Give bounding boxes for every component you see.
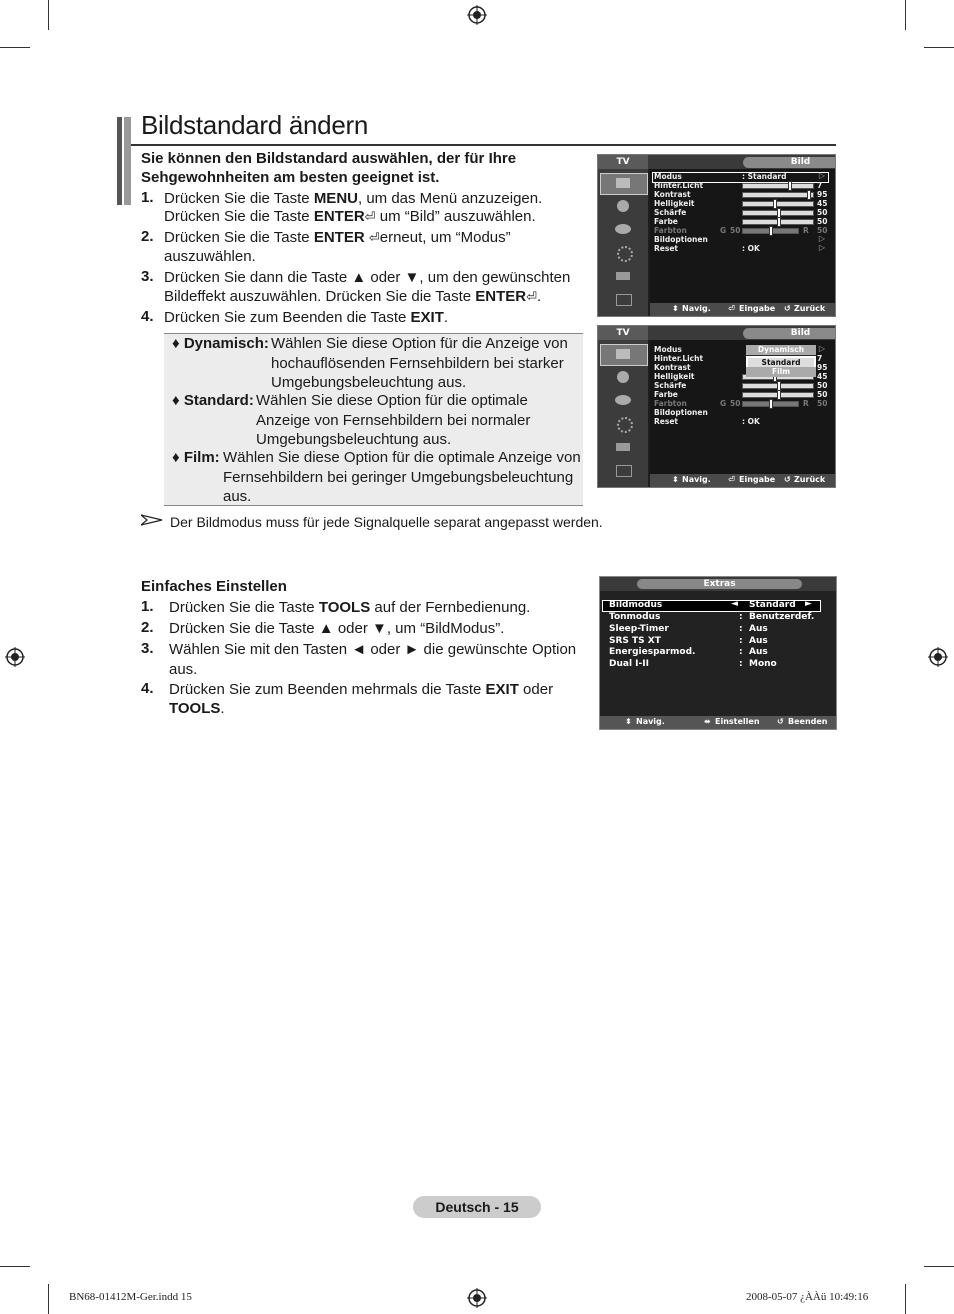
osd-header <box>648 155 835 169</box>
foot-enter: Eingabe <box>739 304 776 313</box>
osd-value: 50 <box>817 390 828 399</box>
slider-knob <box>777 217 781 227</box>
osd-sidebar <box>598 169 648 316</box>
tools-step-1: Drücken Sie die Taste TOOLS auf der Fernbedienung. <box>169 599 531 616</box>
crop-mark <box>905 1284 906 1314</box>
registration-mark-icon <box>467 1288 487 1308</box>
helligkeit-slider[interactable] <box>742 201 814 207</box>
osd-sidebar <box>598 340 648 487</box>
farbton-g-label: G <box>720 399 727 408</box>
slider-knob <box>788 181 792 191</box>
osd-value: 95 <box>817 363 828 372</box>
kontrast-slider[interactable] <box>742 192 814 198</box>
arrow-right-icon[interactable]: ► <box>805 599 812 609</box>
foot-nav: Navig. <box>682 304 711 313</box>
option-label-standard: ♦ Standard: <box>172 392 254 409</box>
option-text: aus. <box>223 488 252 505</box>
extras-row-bildmodus[interactable]: Bildmodus <box>609 600 663 610</box>
osd-row-hinterlicht[interactable]: Hinter.Licht <box>654 181 704 190</box>
enter-key-icon: ⏎ <box>368 230 380 245</box>
osd-value: 45 <box>817 372 828 381</box>
slider-knob <box>769 399 773 409</box>
extras-row-srs[interactable]: SRS TS XT <box>609 636 661 646</box>
arrow-right-icon: ▷ <box>818 234 825 243</box>
osd-row-modus[interactable]: Modus <box>654 345 682 354</box>
crop-mark <box>48 1284 49 1314</box>
enter-key-icon: ⏎ <box>526 289 538 304</box>
foot-back: Zurück <box>794 304 826 313</box>
farbe-slider[interactable] <box>742 392 814 398</box>
osd-row-helligkeit[interactable]: Helligkeit <box>654 372 695 381</box>
option-text: Wählen Sie diese Option für die optimale <box>256 392 528 409</box>
enter-icon: ⏎ <box>728 304 735 313</box>
osd-row-kontrast[interactable]: Kontrast <box>654 363 691 372</box>
dropdown-option[interactable]: Film <box>746 367 816 377</box>
osd-row-helligkeit[interactable]: Helligkeit <box>654 199 695 208</box>
extras-colon: : <box>739 647 743 657</box>
application-icon[interactable] <box>600 290 646 310</box>
farbton-r-value: 50 <box>817 226 828 235</box>
farbton-g-value: 50 <box>730 226 741 235</box>
crop-mark <box>924 1266 954 1267</box>
osd-reset-value: : OK <box>742 417 760 426</box>
foot-adjust: Einstellen <box>715 717 760 726</box>
osd-main <box>650 169 835 316</box>
step-number: 4. <box>141 680 154 697</box>
picture-icon[interactable] <box>600 344 648 366</box>
osd-row-farbe[interactable]: Farbe <box>654 390 678 399</box>
slider-knob <box>777 390 781 400</box>
osd-header-title: Bild <box>743 328 836 339</box>
crop-mark <box>0 47 30 48</box>
registration-mark-icon <box>5 647 25 667</box>
tv-label: TV <box>598 326 648 340</box>
intro-text: Sie können den Bildstandard auswählen, der für Ihre Sehgewohnheiten am besten geeignet ist. <box>141 150 517 186</box>
picture-icon[interactable] <box>600 173 648 195</box>
extras-colon: : <box>739 659 743 669</box>
crop-mark <box>905 0 906 30</box>
sound-icon[interactable] <box>600 197 646 217</box>
extras-row-energiespar[interactable]: Energiesparmod. <box>609 647 696 657</box>
extras-value: Standard <box>749 600 796 610</box>
arrow-left-icon[interactable]: ◄ <box>731 599 738 609</box>
option-text: Umgebungsbeleuchtung aus. <box>256 431 452 448</box>
schaerfe-slider[interactable] <box>742 383 814 389</box>
osd-row-farbton[interactable]: Farbton <box>654 399 687 408</box>
osd-row-bildoptionen[interactable]: Bildoptionen <box>654 235 708 244</box>
osd-row-reset[interactable]: Reset <box>654 417 678 426</box>
step-2-line-2: auszuwählen. <box>164 248 256 265</box>
dropdown-option[interactable]: Dynamisch <box>746 345 816 355</box>
farbton-r-label: R <box>803 399 809 408</box>
osd-footer <box>650 303 835 316</box>
foot-enter: Eingabe <box>739 475 776 484</box>
option-text: Umgebungsbeleuchtung aus. <box>271 374 467 391</box>
arrow-right-icon: ▷ <box>818 171 825 180</box>
title-accent-bar <box>124 117 131 205</box>
tv-osd-bild-menu <box>597 154 836 317</box>
section-heading: Einfaches Einstellen <box>141 578 287 595</box>
step-number: 4. <box>141 308 154 325</box>
farbton-r-label: R <box>803 226 809 235</box>
osd-row-kontrast[interactable]: Kontrast <box>654 190 691 199</box>
step-4-line-1: Drücken Sie zum Beenden die Taste EXIT. <box>164 309 449 326</box>
extras-header <box>600 577 836 591</box>
osd-row-schaerfe[interactable]: Schärfe <box>654 381 687 390</box>
farbton-g-value: 50 <box>730 399 741 408</box>
updown-icon: ⬍ <box>625 717 632 726</box>
slug-timestamp: 2008-05-07 ¿ÀÀü 10:49:16 <box>746 1291 869 1303</box>
farbe-slider[interactable] <box>742 219 814 225</box>
osd-value: 50 <box>817 217 828 226</box>
step-number: 2. <box>141 228 154 245</box>
tv-osd-modus-dropdown <box>597 325 836 488</box>
step-3-line-1: Drücken Sie dann die Taste ▲ oder ▼, um den gewünschten <box>164 269 571 286</box>
updown-icon: ⬍ <box>672 304 679 313</box>
step-number: 1. <box>141 598 154 615</box>
note-text: Der Bildmodus muss für jede Signalquelle separat angepasst werden. <box>170 514 603 530</box>
slider-knob <box>807 190 811 200</box>
option-text: Anzeige von Fernsehbildern bei normaler <box>256 412 531 429</box>
extras-colon: : <box>739 636 743 646</box>
extras-value: Mono <box>749 659 777 669</box>
osd-header <box>648 326 835 340</box>
input-icon[interactable] <box>600 267 646 287</box>
arrow-right-icon: ▷ <box>818 243 825 252</box>
slug-filename: BN68-01412M-Ger.indd 15 <box>69 1291 192 1303</box>
osd-row-farbe[interactable]: Farbe <box>654 217 678 226</box>
option-text: hochauflösenden Fernsehbildern bei starker <box>271 355 564 372</box>
osd-reset-value: : OK <box>742 244 760 253</box>
tools-extras-menu <box>599 576 837 730</box>
foot-exit: Beenden <box>788 717 828 726</box>
osd-row-bildoptionen[interactable]: Bildoptionen <box>654 408 708 417</box>
title-rule <box>131 144 836 146</box>
farbton-slider[interactable] <box>742 228 799 234</box>
option-text: Wählen Sie diese Option für die optimale Anzeige von <box>223 449 581 466</box>
option-text: Fernsehbildern bei geringer Umgebungsbeleuchtung <box>223 469 574 486</box>
step-number: 1. <box>141 189 154 206</box>
return-icon: ↺ <box>777 717 784 726</box>
title-accent-bar <box>117 117 122 205</box>
osd-footer <box>650 474 835 487</box>
option-label-film: ♦ Film: <box>172 449 220 466</box>
osd-row-schaerfe[interactable]: Schärfe <box>654 208 687 217</box>
tools-step-2: Drücken Sie die Taste ▲ oder ▼, um “BildModus”. <box>169 620 505 637</box>
crop-mark <box>924 47 954 48</box>
step-3-line-2: Bildeffekt auszuwählen. Drücken Sie die Taste ENTER⏎. <box>164 288 542 305</box>
foot-back: Zurück <box>794 475 826 484</box>
page-title: Bildstandard ändern <box>141 110 369 140</box>
channel-icon[interactable] <box>600 220 646 240</box>
slider-knob <box>769 226 773 236</box>
extras-row-dual[interactable]: Dual I-II <box>609 659 649 669</box>
farbton-r-value: 50 <box>817 399 828 408</box>
channel-icon[interactable] <box>600 391 646 411</box>
step-number: 2. <box>141 619 154 636</box>
extras-colon: : <box>739 612 743 622</box>
page-number: Deutsch - 15 <box>413 1196 541 1218</box>
tools-step-3: Wählen Sie mit den Tasten ◄ oder ► die gewünschte Option <box>169 641 577 658</box>
foot-nav: Navig. <box>636 717 665 726</box>
tv-label: TV <box>598 155 648 169</box>
extras-value: Aus <box>749 624 768 634</box>
leftright-icon: ⬌ <box>704 717 711 726</box>
osd-modus-value: : Standard <box>742 172 787 181</box>
osd-value: 45 <box>817 199 828 208</box>
extras-value: Aus <box>749 647 768 657</box>
osd-header-title: Bild <box>743 157 836 168</box>
osd-value: 7 <box>817 181 823 190</box>
step-1-line-1: Drücken Sie die Taste MENU, um das Menü anzuzeigen. <box>164 190 543 207</box>
option-text: Wählen Sie diese Option für die Anzeige von <box>271 335 568 352</box>
crop-mark <box>48 0 49 30</box>
setup-icon[interactable] <box>600 243 646 263</box>
step-1-line-2: Drücken Sie die Taste ENTER⏎ um “Bild” auszuwählen. <box>164 208 536 225</box>
osd-value: 7 <box>817 354 823 363</box>
farbton-slider[interactable] <box>742 401 799 407</box>
extras-row-tonmodus[interactable]: Tonmodus <box>609 612 661 622</box>
hinterlicht-slider[interactable] <box>742 183 814 189</box>
registration-mark-icon <box>467 5 487 25</box>
updown-icon: ⬍ <box>672 475 679 484</box>
osd-row-farbton[interactable]: Farbton <box>654 226 687 235</box>
extras-footer <box>600 716 836 729</box>
osd-row-modus[interactable]: Modus <box>654 172 682 181</box>
step-number: 3. <box>141 640 154 657</box>
tools-step-4: Drücken Sie zum Beenden mehrmals die Taste EXIT oder <box>169 681 554 698</box>
sound-icon[interactable] <box>600 368 646 388</box>
farbton-g-label: G <box>720 226 727 235</box>
registration-mark-icon <box>928 647 948 667</box>
return-icon: ↺ <box>784 304 791 313</box>
setup-icon[interactable] <box>600 414 646 434</box>
step-number: 3. <box>141 268 154 285</box>
enter-icon: ⏎ <box>728 475 735 484</box>
step-2-line-1: Drücken Sie die Taste ENTER ⏎erneut, um “Modus” <box>164 229 511 246</box>
extras-row-sleep-timer[interactable]: Sleep-Timer <box>609 624 669 634</box>
osd-main <box>650 340 835 487</box>
osd-row-reset[interactable]: Reset <box>654 244 678 253</box>
osd-value: 50 <box>817 208 828 217</box>
dropdown-option-selected[interactable]: Standard <box>746 356 816 369</box>
foot-nav: Navig. <box>682 475 711 484</box>
osd-value: 50 <box>817 381 828 390</box>
osd-row-hinterlicht[interactable]: Hinter.Licht <box>654 354 704 363</box>
return-icon: ↺ <box>784 475 791 484</box>
extras-title: Extras <box>637 579 802 589</box>
osd-value: 95 <box>817 190 828 199</box>
tools-step-4-line-2: TOOLS. <box>169 700 225 717</box>
tools-step-3-line-2: aus. <box>169 661 198 678</box>
modus-dropdown <box>746 345 816 377</box>
application-icon[interactable] <box>600 461 646 481</box>
schaerfe-slider[interactable] <box>742 210 814 216</box>
input-icon[interactable] <box>600 438 646 458</box>
crop-mark <box>0 1266 30 1267</box>
enter-key-icon: ⏎ <box>364 209 376 224</box>
note-arrow-icon <box>141 514 163 526</box>
extras-value: Benutzerdef. <box>749 612 815 622</box>
extras-colon: : <box>739 624 743 634</box>
extras-value: Aus <box>749 636 768 646</box>
arrow-right-icon: ▷ <box>818 344 825 353</box>
option-label-dynamisch: ♦ Dynamisch: <box>172 335 269 352</box>
